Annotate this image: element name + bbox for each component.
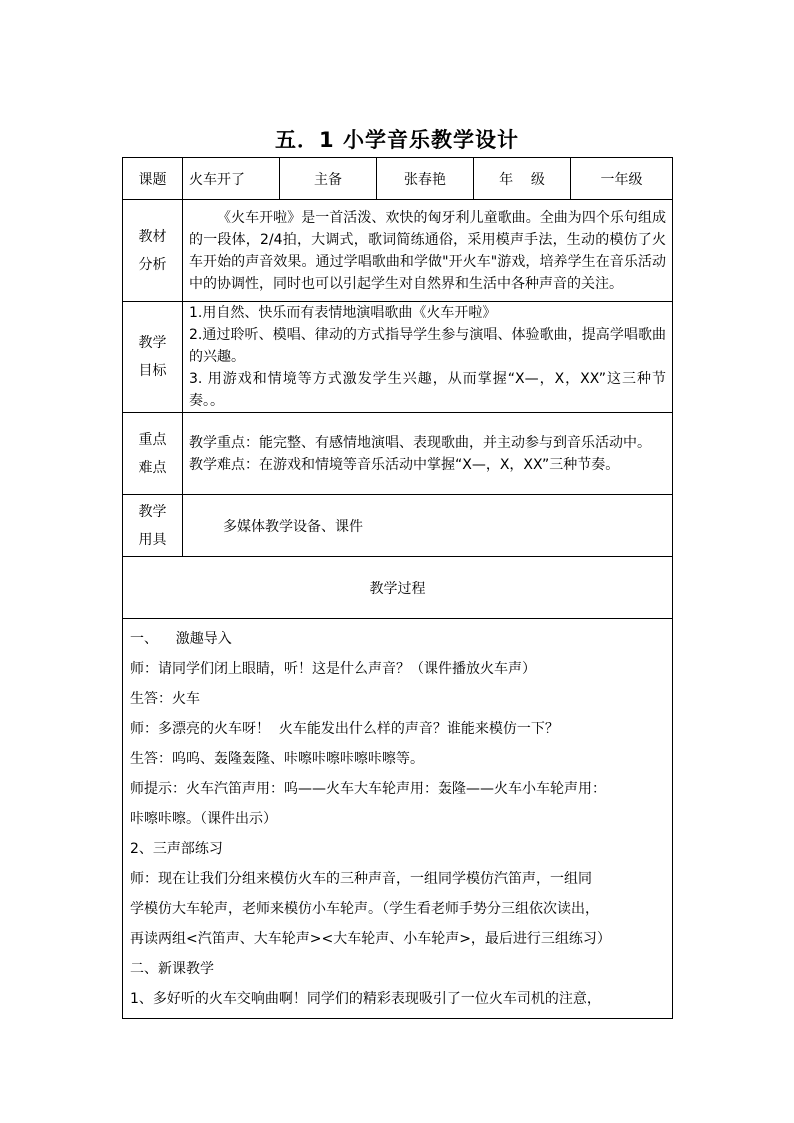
key-points-label bbox=[123, 413, 183, 495]
process-line: 咔嚓咔嚓。（课件出示） bbox=[130, 811, 277, 827]
analysis-label-line2: 分析 bbox=[138, 256, 167, 273]
process-line: 再读两组<汽笛声、大车轮声><大车轮声、小车轮声>，最后进行三组练习） bbox=[130, 931, 611, 947]
goal-item-1: 1.用自然、快乐而有表情地演唱歌曲《火车开啦》 bbox=[189, 305, 497, 321]
goals-label bbox=[123, 302, 183, 413]
topic-value: 火车开了 bbox=[183, 158, 280, 200]
process-line: 二、新课教学 bbox=[130, 961, 214, 977]
analysis-label bbox=[123, 200, 183, 302]
process-line: 生答：呜呜、轰隆轰隆、咔嚓咔嚓咔嚓咔嚓等。 bbox=[130, 751, 424, 767]
goals-label-line2: 目标 bbox=[138, 363, 167, 379]
goal-item-2: 2.通过聆听、模唱、律动的方式指导学生参与演唱、体验歌曲，提高学唱歌曲的兴趣。 bbox=[189, 327, 666, 365]
tools-label-line2: 用具 bbox=[138, 531, 167, 548]
key-points-label-line1: 重点 bbox=[138, 431, 167, 448]
analysis-label-line1: 教材 bbox=[138, 228, 167, 245]
tools-label-line1: 教学 bbox=[138, 503, 167, 520]
tools-row bbox=[123, 495, 673, 557]
process-line: 师：多漂亮的火车呀！ 火车能发出什么样的声音？谁能来模仿一下？ bbox=[130, 721, 559, 737]
topic-label: 课题 bbox=[123, 158, 183, 200]
document-title: 五．1 小学音乐教学设计 bbox=[275, 128, 519, 152]
process-line: 学模仿大车轮声，老师来模仿小车轮声。（学生看老师手势分三组依次读出， bbox=[130, 901, 599, 917]
lesson-plan-table bbox=[122, 157, 673, 1019]
process-title: 教学过程 bbox=[123, 557, 673, 619]
process-line: 2、三声部练习 bbox=[130, 841, 223, 857]
process-row bbox=[123, 619, 673, 1019]
grade-value: 一年级 bbox=[571, 158, 673, 200]
goal-item-3: 3. 用游戏和情境等方式激发学生兴趣，从而掌握“X—，X，XX”这三种节奏。。 bbox=[189, 371, 666, 409]
process-line: 一、 激趣导入 bbox=[130, 631, 232, 647]
teacher-name: 张春艳 bbox=[377, 158, 474, 200]
header-row bbox=[123, 158, 673, 200]
tools-label bbox=[123, 495, 183, 557]
key-points-label-line2: 难点 bbox=[138, 459, 167, 476]
grade-label: 年 级 bbox=[474, 158, 571, 200]
process-line: 1、多好听的火车交响曲啊！同学们的精彩表现吸引了一位火车司机的注意， bbox=[130, 991, 601, 1007]
process-line: 师提示：火车汽笛声用：呜——火车大车轮声用：轰隆——火车小车轮声用： bbox=[130, 781, 606, 797]
goals-list bbox=[183, 302, 673, 413]
process-line: 师：请同学们闭上眼睛，听！这是什么声音？（课件播放火车声） bbox=[130, 661, 536, 677]
analysis-row bbox=[123, 200, 673, 302]
key-points-row bbox=[123, 413, 673, 495]
key-points-text bbox=[183, 413, 673, 495]
teaching-difficulty: 教学难点：在游戏和情境等音乐活动中掌握“X—，X，XX”三种节奏。 bbox=[189, 456, 620, 473]
goals-row bbox=[123, 302, 673, 413]
analysis-text: 《火车开啦》是一首活泼、欢快的匈牙利儿童歌曲。全曲为四个乐句组成的一段体，2/4拍，大调式，歌词简练通俗，采用模声手法，生动的模仿了火车开始的声音效果。通过学唱歌曲和学做"开火车"游戏，培养学生在音乐活动中的协调性，同时也可以引起学生对自然界和生活中各种声音的关注。 bbox=[183, 200, 673, 302]
process-line: 师：现在让我们分组来模仿火车的三种声音，一组同学模仿汽笛声，一组同 bbox=[130, 871, 592, 887]
teaching-focus: 教学重点：能完整、有感情地演唱、表现歌曲，并主动参与到音乐活动中。 bbox=[189, 434, 651, 451]
goals-label-line1: 教学 bbox=[138, 335, 167, 351]
tools-text: 多媒体教学设备、课件 bbox=[183, 495, 673, 557]
process-title-row bbox=[123, 557, 673, 619]
role-label: 主备 bbox=[280, 158, 377, 200]
process-line: 生答：火车 bbox=[130, 691, 200, 707]
process-content bbox=[123, 619, 673, 1019]
